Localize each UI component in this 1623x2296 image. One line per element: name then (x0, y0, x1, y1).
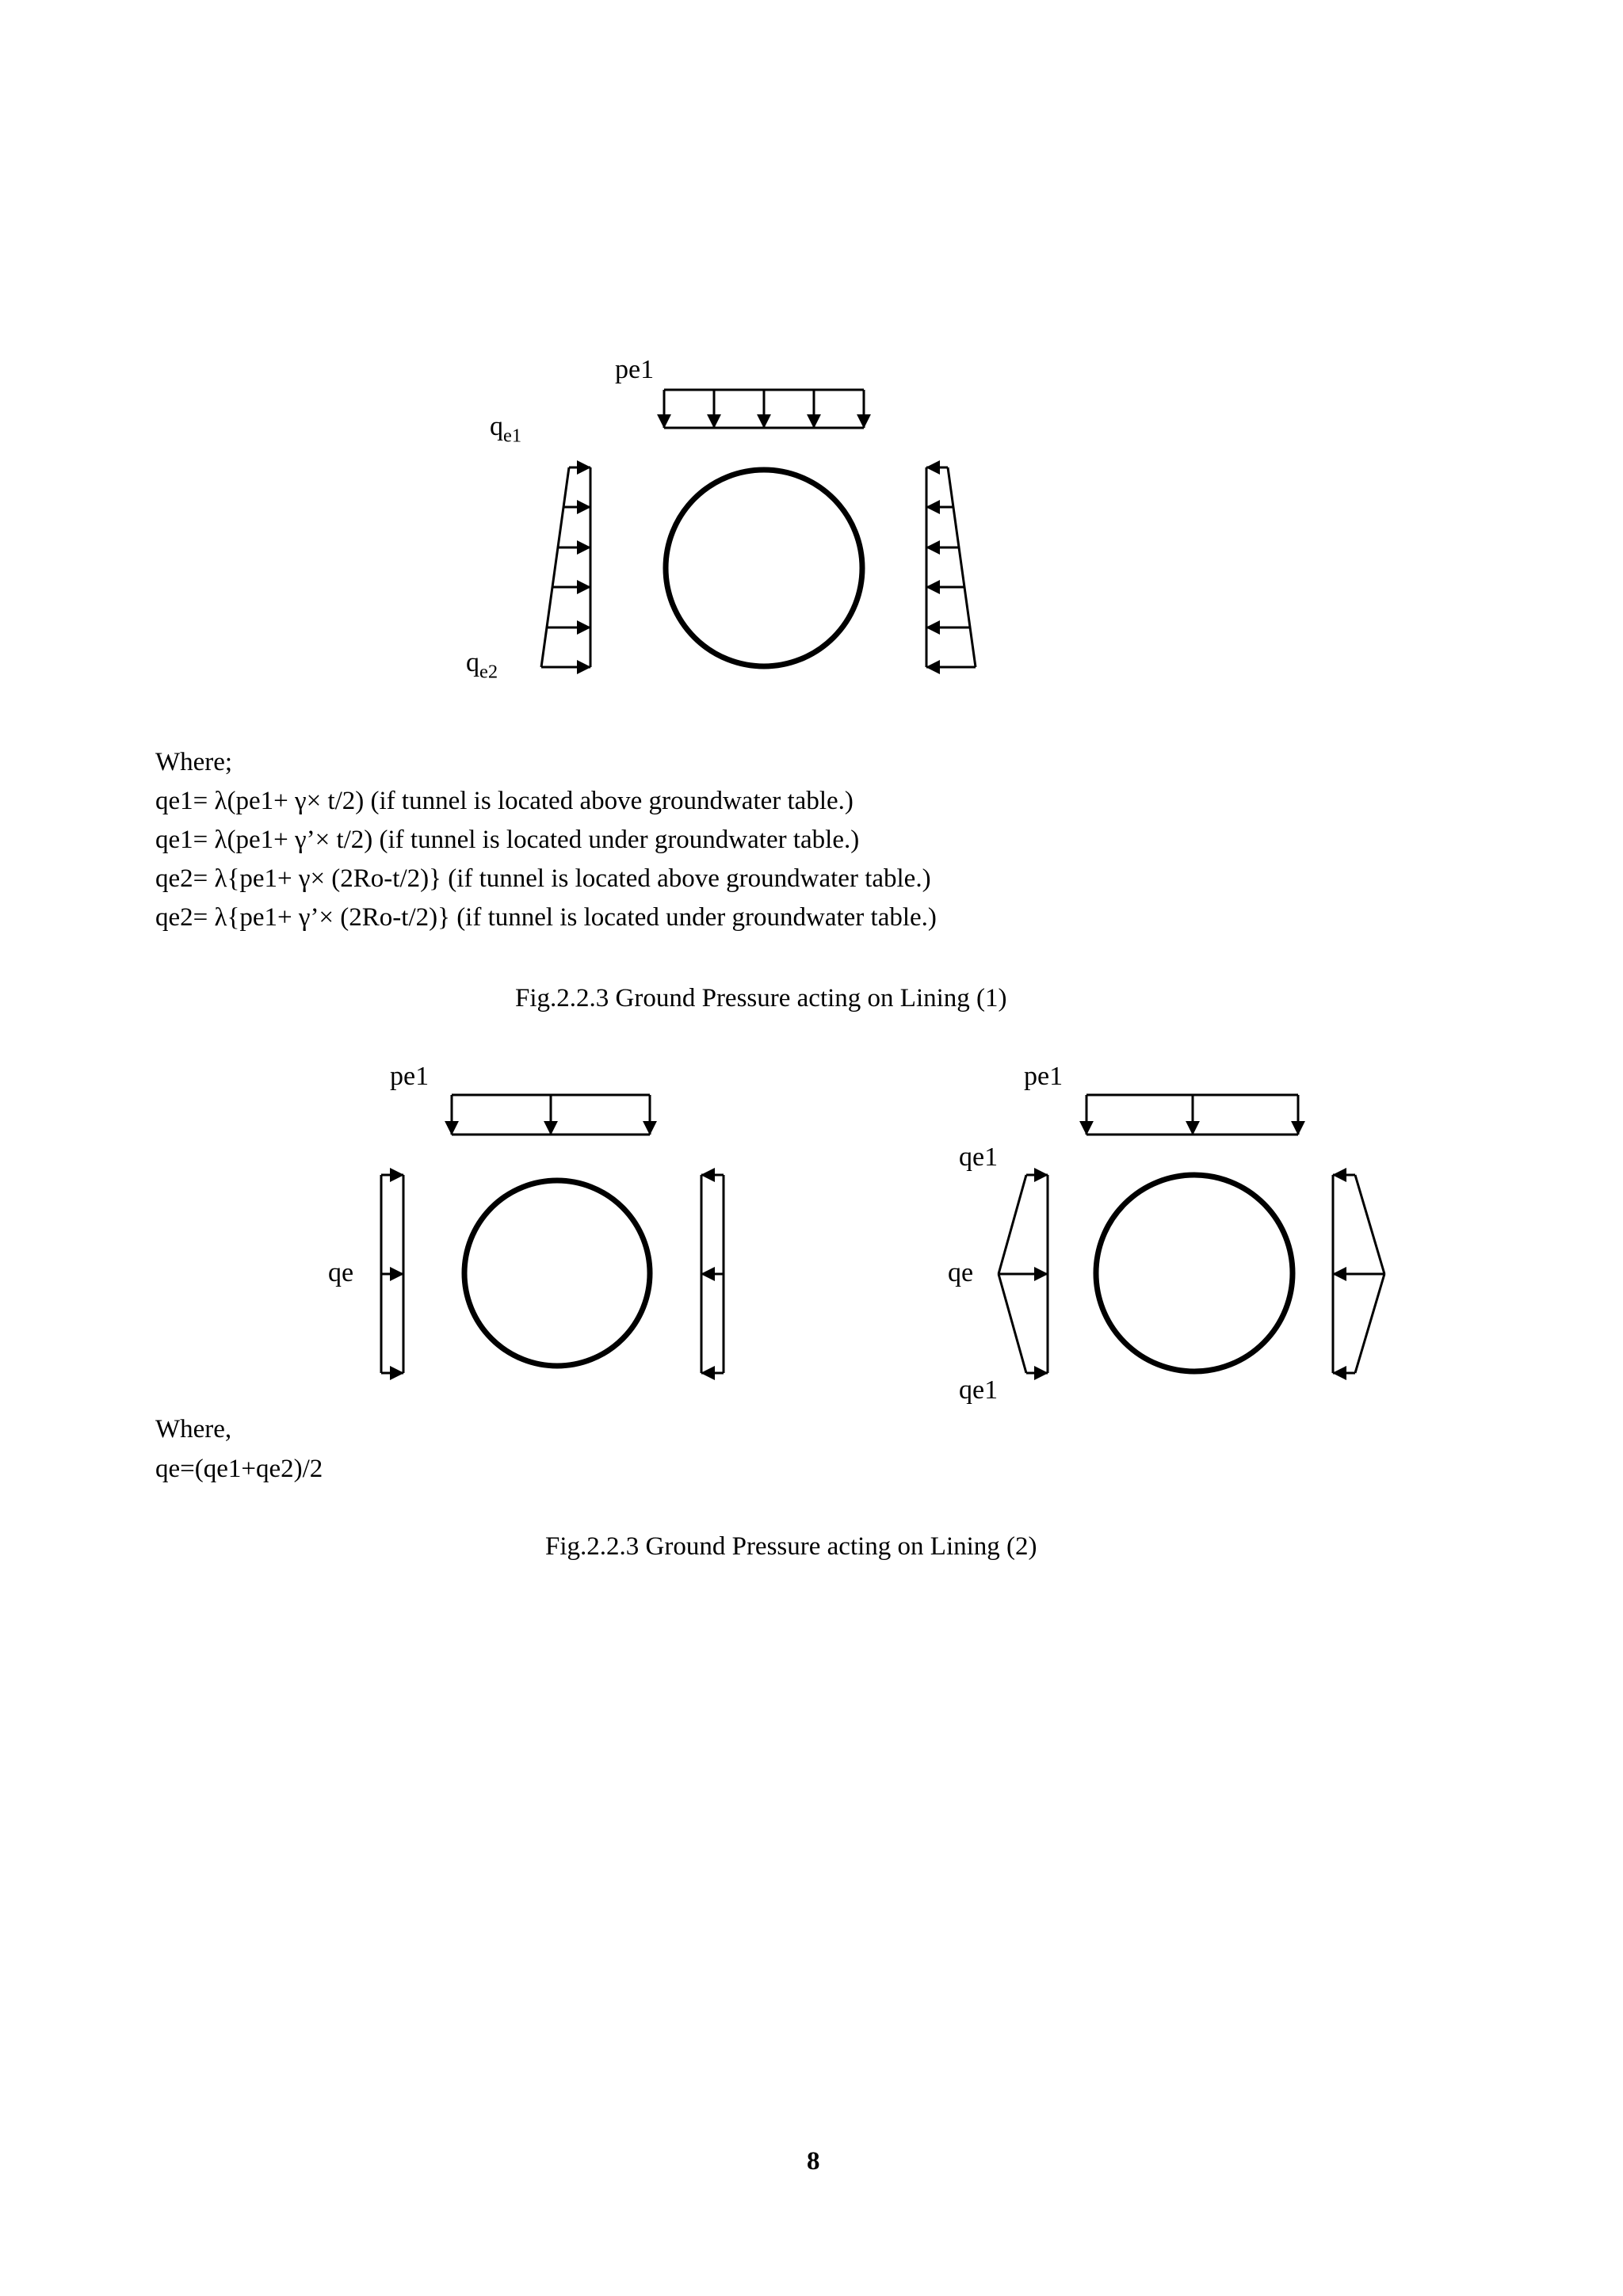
figure1-caption: Fig.2.2.3 Ground Pressure acting on Lining (1) (515, 984, 1007, 1013)
fig2l-lining-ring (464, 1180, 650, 1366)
definition-line: qe1= λ(pe1+ γ’× t/2) (if tunnel is located under groundwater table.) (155, 826, 860, 854)
fig2l-right-load (701, 1175, 724, 1373)
fig1-label-qe2-main: q (466, 648, 479, 677)
fig1-label-qe2 (466, 648, 498, 684)
fig2l-label-qe: qe (328, 1258, 354, 1287)
fig1-top-load (664, 390, 864, 428)
fig1-lining-ring (666, 470, 862, 666)
figure2-left-diagram (381, 1095, 724, 1373)
definition-line: qe1= λ(pe1+ γ× t/2) (if tunnel is located above groundwater table.) (155, 787, 854, 815)
fig2l-label-pe1: pe1 (390, 1062, 430, 1091)
fig2r-label-qe: qe (948, 1258, 974, 1287)
definitions2-line: qe=(qe1+qe2)/2 (155, 1455, 323, 1483)
fig2l-top-load (452, 1095, 650, 1135)
fig1-label-qe1-sub: e1 (503, 425, 522, 447)
fig2r-label-qe1-bottom: qe1 (959, 1375, 999, 1405)
fig1-label-qe1 (490, 412, 521, 448)
fig2r-label-qe1-top: qe1 (959, 1142, 999, 1172)
fig1-label-pe1: pe1 (615, 355, 655, 384)
definition-line: qe2= λ{pe1+ γ’× (2Ro-t/2)} (if tunnel is located under groundwater table.) (155, 903, 937, 932)
fig2r-left-load (999, 1175, 1048, 1373)
definitions2-heading: Where, (155, 1415, 232, 1444)
fig2r-right-load (1333, 1175, 1384, 1373)
definition-line: qe2= λ{pe1+ γ× (2Ro-t/2)} (if tunnel is located above groundwater table.) (155, 864, 931, 893)
page-number: 8 (807, 2147, 820, 2176)
fig2l-left-load (381, 1175, 403, 1373)
fig1-label-qe2-sub: e2 (479, 661, 498, 683)
fig1-left-load (541, 467, 590, 667)
fig2r-lining-ring (1096, 1175, 1293, 1371)
fig1-right-load (926, 467, 976, 667)
figure1-diagram (541, 390, 976, 667)
figure2-right-diagram (999, 1095, 1384, 1373)
fig2r-top-load (1086, 1095, 1298, 1135)
definitions1-heading: Where; (155, 748, 233, 776)
figure2-caption: Fig.2.2.3 Ground Pressure acting on Lining (2) (545, 1532, 1037, 1561)
fig2r-label-pe1: pe1 (1024, 1062, 1064, 1091)
fig1-label-qe1-main: q (490, 412, 503, 441)
